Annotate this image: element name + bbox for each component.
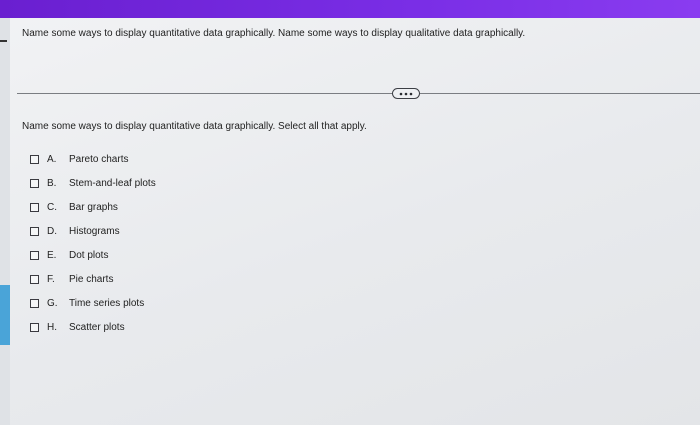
checkbox[interactable] (30, 251, 39, 260)
option-text: Pie charts (69, 273, 114, 285)
checkbox[interactable] (30, 227, 39, 236)
sub-question-prompt: Name some ways to display quantitative data graphically. Select all that apply. (22, 121, 367, 132)
option-text: Histograms (69, 225, 120, 237)
option-text: Pareto charts (69, 153, 129, 165)
left-panel-edge (0, 18, 10, 425)
divider (17, 93, 700, 94)
option-h[interactable] (30, 319, 125, 335)
checkbox[interactable] (30, 299, 39, 308)
checkbox[interactable] (30, 323, 39, 332)
option-letter: H. (47, 321, 57, 333)
option-b[interactable] (30, 175, 156, 191)
option-letter: F. (47, 273, 55, 285)
option-text: Time series plots (69, 297, 145, 309)
option-letter: G. (47, 297, 58, 309)
top-bar (0, 0, 700, 18)
checkbox[interactable] (30, 275, 39, 284)
option-letter: E. (47, 249, 57, 261)
option-text: Stem-and-leaf plots (69, 177, 156, 189)
more-button[interactable] (392, 88, 420, 99)
question-header: Name some ways to display quantitative data graphically. Name some ways to display qualitative data graphically. (22, 28, 526, 39)
option-f[interactable] (30, 271, 113, 287)
more-dots-icon (398, 92, 414, 96)
checkbox[interactable] (30, 203, 39, 212)
option-a[interactable] (30, 151, 128, 167)
checkbox[interactable] (30, 179, 39, 188)
collapse-handle[interactable] (0, 40, 7, 42)
left-accent-bar (0, 285, 10, 345)
option-text: Bar graphs (69, 201, 118, 213)
option-g[interactable] (30, 295, 144, 311)
option-c[interactable] (30, 199, 118, 215)
option-letter: B. (47, 177, 57, 189)
option-letter: A. (47, 153, 57, 165)
option-e[interactable] (30, 247, 108, 263)
option-text: Dot plots (69, 249, 109, 261)
option-text: Scatter plots (69, 321, 125, 333)
checkbox[interactable] (30, 155, 39, 164)
option-d[interactable] (30, 223, 120, 239)
question-page (10, 18, 700, 425)
option-letter: C. (47, 201, 57, 213)
option-letter: D. (47, 225, 57, 237)
